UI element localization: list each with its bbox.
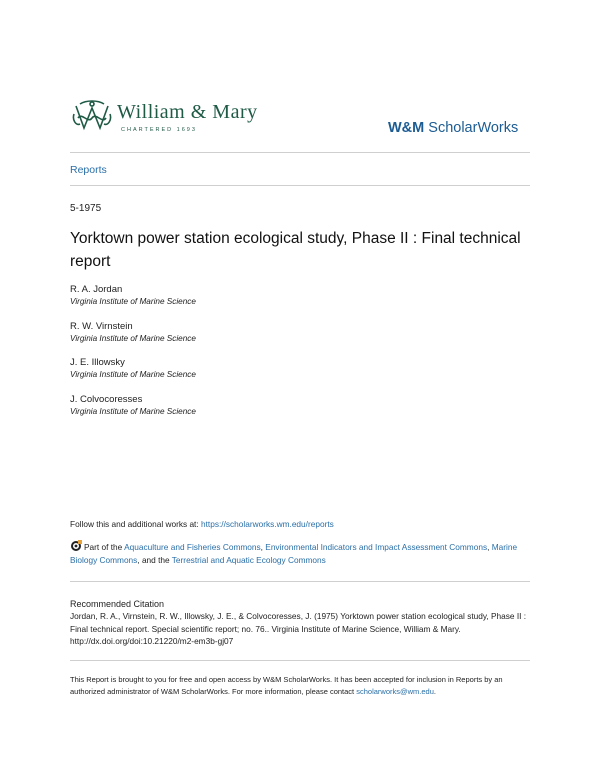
- part-of-sep: ,: [260, 542, 266, 552]
- author-name: J. Colvocoresses: [70, 394, 143, 405]
- citation-divider: [70, 581, 530, 582]
- footer-end: .: [433, 686, 436, 696]
- reports-link[interactable]: Reports: [70, 164, 107, 176]
- author-name: J. E. Illowsky: [70, 357, 125, 368]
- logo-wordmark: William & Mary: [117, 101, 258, 123]
- author-affiliation: Virginia Institute of Marine Science: [70, 407, 196, 416]
- author-name: R. A. Jordan: [70, 284, 123, 295]
- cypher-logo-icon: [72, 98, 112, 136]
- footer-text: This Report is brought to you for free and open access by W&M ScholarWorks. It has been accepted for inclusion in Reports by an authorized administrator of W&M ScholarWorks. For more information, please contact: [70, 675, 503, 696]
- citation-text: Jordan, R. A., Virnstein, R. W., Illowsky, J. E., & Colvocoresses, J. (1975) Yorktown power station ecological study, Phase II : Final technical report. Special scientific report; no. 76.. Virginia Institute of Marine Science, William & Mary. http://dx.doi.org/doi:10.21220/m2-em3b-gj07: [70, 611, 527, 646]
- scholarworks-link[interactable]: [388, 120, 518, 136]
- aquaculture-commons-link[interactable]: Aquaculture and Fisheries Commons: [124, 542, 261, 552]
- open-access-icon: [70, 540, 82, 552]
- follow-line: [70, 519, 334, 529]
- part-of-sep: , and the: [137, 555, 172, 565]
- citation-heading: Recommended Citation: [70, 599, 165, 609]
- author-affiliation: Virginia Institute of Marine Science: [70, 370, 196, 379]
- nav-divider: [70, 185, 530, 186]
- scholarworks-bold: W&M: [388, 120, 425, 136]
- footer-note: [70, 674, 532, 697]
- author-affiliation: Virginia Institute of Marine Science: [70, 334, 196, 343]
- terrestrial-aquatic-commons-link[interactable]: Terrestrial and Aquatic Ecology Commons: [171, 555, 326, 565]
- part-of-line: [70, 540, 532, 567]
- scholarworks-rest: ScholarWorks: [424, 120, 519, 136]
- publication-date: 5-1975: [70, 203, 102, 214]
- logo-chartered: CHARTERED 1693: [121, 127, 197, 133]
- part-of-sep: ,: [487, 542, 492, 552]
- footer-divider: [70, 660, 530, 661]
- document-title: Yorktown power station ecological study, Phase II : Final technical report: [70, 230, 521, 270]
- header-divider: [70, 152, 530, 153]
- collection-url-link[interactable]: https://scholarworks.wm.edu/reports: [200, 519, 334, 529]
- part-of-prefix: Part of the: [84, 542, 125, 552]
- author-name: R. W. Virnstein: [70, 321, 133, 332]
- environmental-indicators-commons-link[interactable]: Environmental Indicators and Impact Assessment Commons: [265, 542, 488, 552]
- marine-biology-commons-link[interactable]: Marine Biology Commons: [70, 542, 518, 565]
- follow-prefix: Follow this and additional works at:: [70, 519, 201, 529]
- author-affiliation: Virginia Institute of Marine Science: [70, 297, 196, 306]
- contact-email-link[interactable]: scholarworks@wm.edu: [356, 686, 434, 696]
